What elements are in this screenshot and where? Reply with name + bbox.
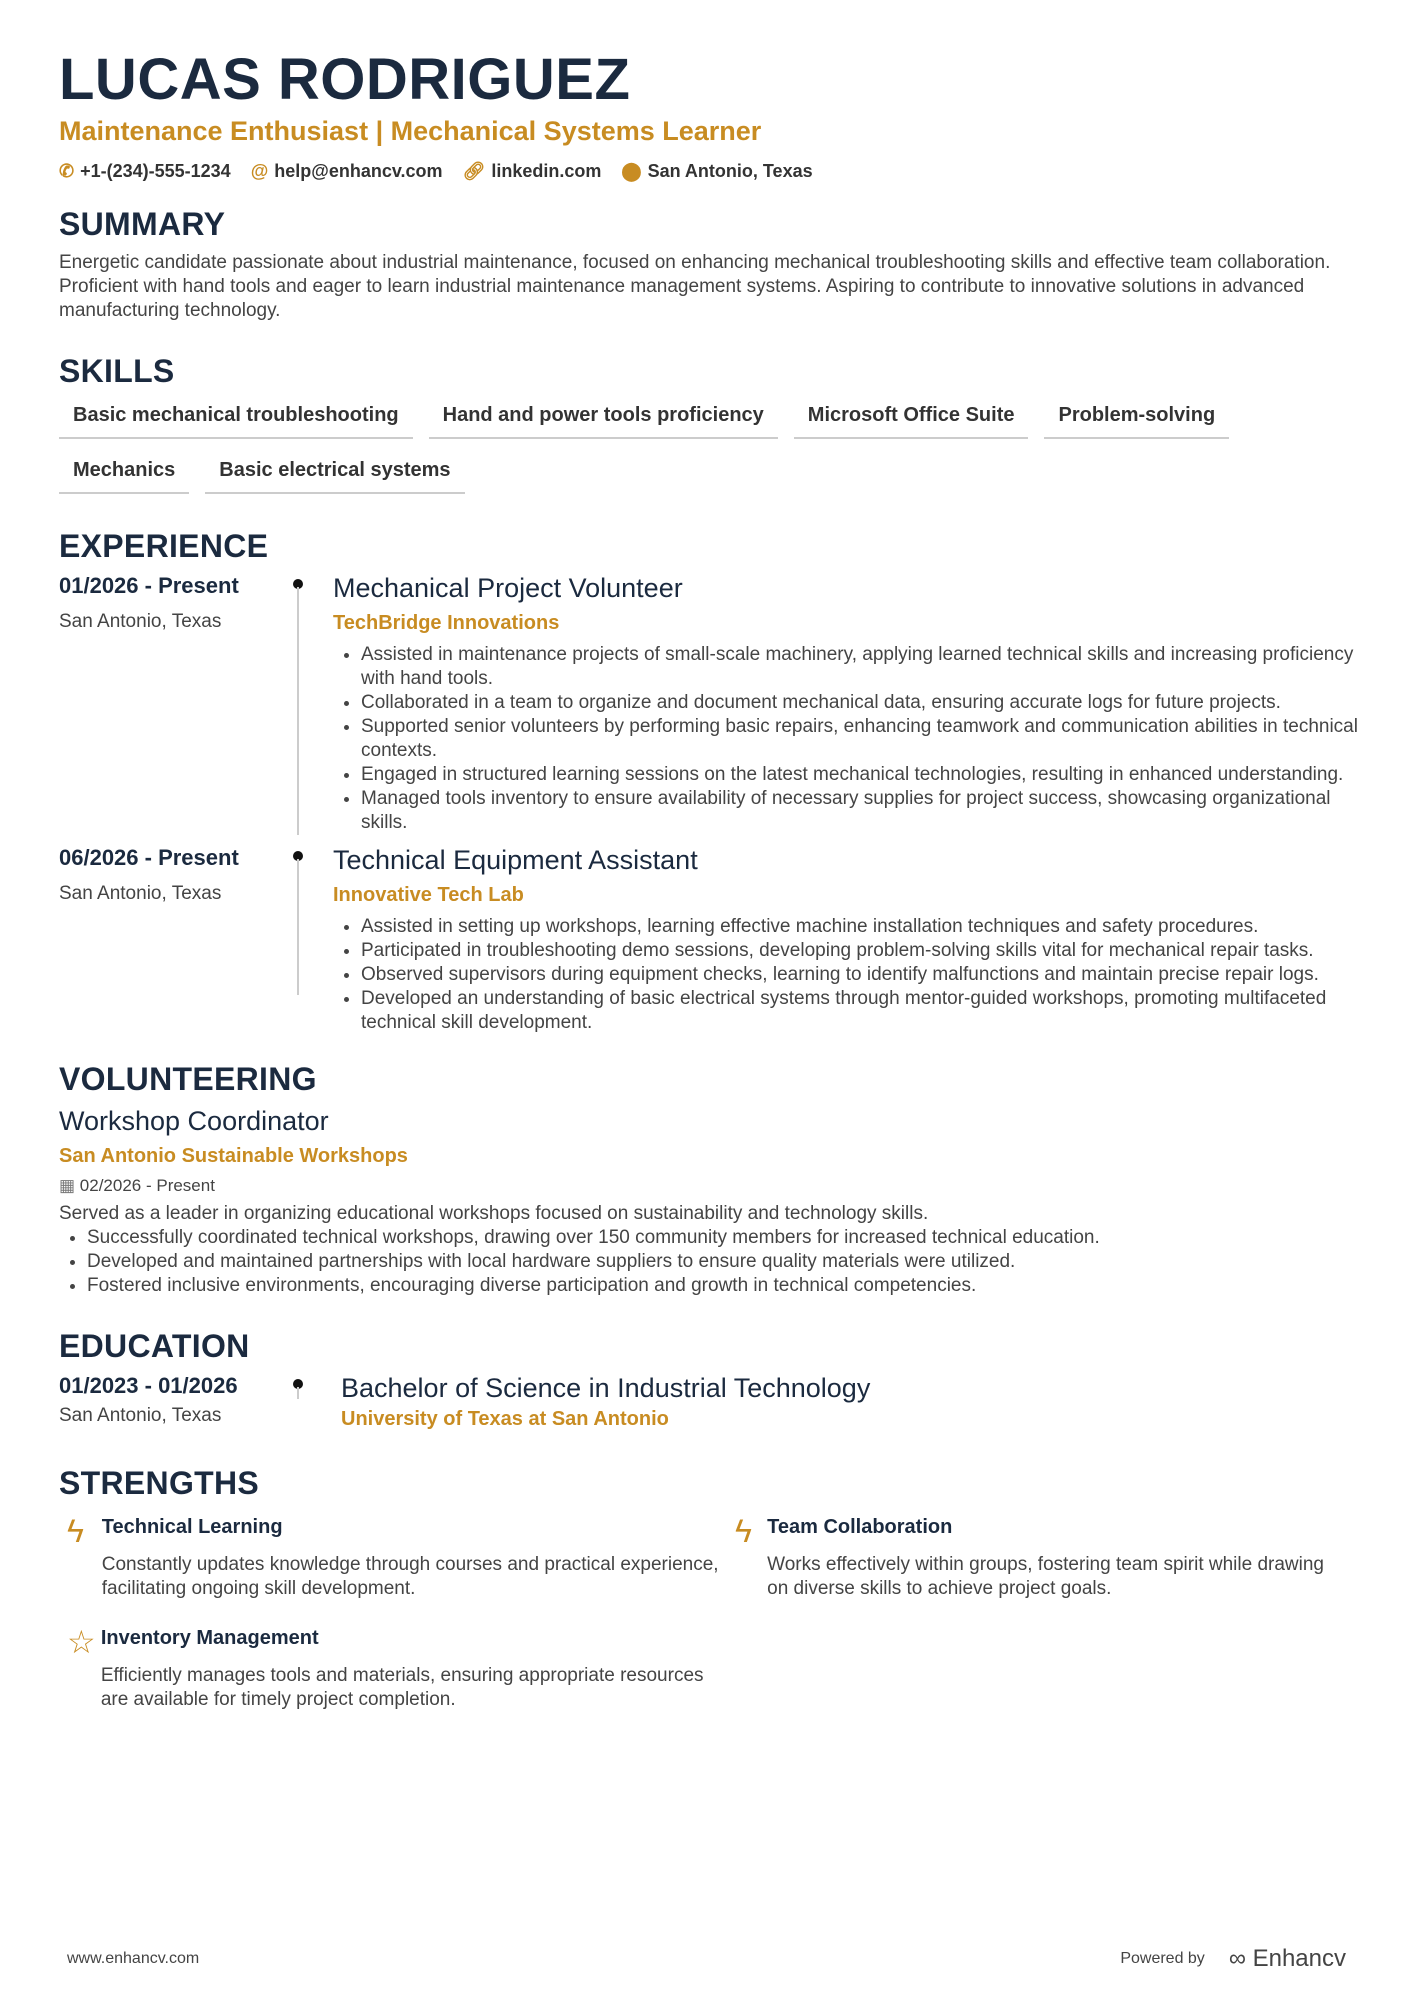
- bolt-icon: ϟ: [735, 1513, 752, 1549]
- exp-location: San Antonio, Texas: [59, 611, 222, 632]
- skills-heading: SKILLS: [59, 353, 175, 389]
- phone-icon: ✆: [59, 161, 75, 181]
- powered-by: Powered by: [1120, 1950, 1205, 1967]
- vol-role: Workshop Coordinator: [59, 1106, 329, 1136]
- exp-date: 06/2026 - Present: [59, 845, 239, 870]
- experience-item: [59, 845, 1359, 1035]
- bullet: • Collaborated in a team to organize and document mechanical data, ensuring accurate logs for future projects.: [361, 691, 1359, 715]
- bullet: • Observed supervisors during equipment checks, learning to identify malfunctions and maintain precise repair logs.: [361, 963, 1359, 987]
- edu-location: San Antonio, Texas: [59, 1405, 222, 1426]
- exp-bullets: [333, 643, 1359, 835]
- bullet: • Developed and maintained partnerships with local hardware suppliers to ensure quality materials were utilized.: [87, 1250, 1359, 1274]
- brand-name: Enhancv: [1252, 1945, 1346, 1972]
- bullet: • Managed tools inventory to ensure availability of necessary supplies for project success, showcasing organizational skills.: [361, 787, 1359, 835]
- exp-location: San Antonio, Texas: [59, 883, 222, 904]
- bolt-icon: ϟ: [67, 1513, 84, 1549]
- strength-item: [727, 1513, 1327, 1601]
- strengths-heading: STRENGTHS: [59, 1465, 260, 1501]
- at-icon: @: [250, 161, 269, 181]
- skill-tag: Basic electrical systems: [205, 453, 464, 494]
- skills-list: [59, 398, 1359, 494]
- strength-text: Works effectively within groups, fostering team spirit while drawing on diverse skills to achieve project goals.: [767, 1554, 1324, 1599]
- strength-item: [59, 1513, 727, 1601]
- skill-tag: Microsoft Office Suite: [794, 398, 1029, 439]
- summary-heading: SUMMARY: [59, 206, 226, 242]
- bullet: • Supported senior volunteers by performing basic repairs, enhancing teamwork and communication abilities in technical contexts.: [361, 715, 1359, 763]
- bullet: • Developed an understanding of basic electrical systems through mentor-guided workshops, promoting multifaceted technical skill development.: [361, 987, 1359, 1035]
- experience-item: [59, 573, 1359, 835]
- vol-org: San Antonio Sustainable Workshops: [59, 1145, 408, 1167]
- link-icon: 🔗︎: [462, 161, 486, 181]
- resume: [59, 48, 1359, 1712]
- bullet: • Assisted in setting up workshops, learning effective machine installation techniques and safety procedures.: [361, 915, 1359, 939]
- strength-item: [59, 1624, 727, 1712]
- footer: [67, 1945, 1346, 1973]
- strength-text: Efficiently manages tools and materials, ensuring appropriate resources are available for timely project completion.: [100, 1665, 704, 1710]
- email[interactable]: help@enhancv.com: [274, 161, 443, 181]
- skill-tag: Problem-solving: [1044, 398, 1229, 439]
- timeline: [289, 1373, 341, 1439]
- footer-site[interactable]: www.enhancv.com: [67, 1950, 200, 1967]
- strength-title: Technical Learning: [101, 1516, 283, 1538]
- education-heading: EDUCATION: [59, 1328, 250, 1364]
- volunteering-heading: VOLUNTEERING: [59, 1061, 317, 1097]
- exp-bullets: [333, 915, 1359, 1035]
- candidate-name: LUCAS RODRIGUEZ: [59, 47, 631, 112]
- strength-title: Team Collaboration: [767, 1516, 953, 1538]
- bullet: • Engaged in structured learning sessions on the latest mechanical technologies, resulting in enhanced understanding.: [361, 763, 1359, 787]
- edu-degree: Bachelor of Science in Industrial Technology: [341, 1373, 871, 1403]
- calendar-icon: ▦: [59, 1176, 80, 1195]
- linkedin[interactable]: linkedin.com: [491, 161, 602, 181]
- exp-role: Technical Equipment Assistant: [333, 845, 698, 875]
- enhancv-logo-icon: ∞: [1228, 1945, 1253, 1972]
- vol-date: 02/2026 - Present: [79, 1176, 215, 1195]
- exp-date: 01/2026 - Present: [59, 573, 239, 598]
- education-item: [59, 1373, 1359, 1439]
- exp-company: TechBridge Innovations: [333, 612, 560, 634]
- exp-role: Mechanical Project Volunteer: [333, 573, 683, 603]
- vol-bullets: [59, 1226, 1359, 1298]
- location-icon: ⬤: [621, 161, 642, 181]
- exp-company: Innovative Tech Lab: [333, 884, 524, 906]
- phone: +1-(234)-555-1234: [80, 161, 231, 181]
- skill-tag: Basic mechanical troubleshooting: [59, 398, 413, 439]
- edu-date: 01/2023 - 01/2026: [59, 1373, 238, 1398]
- vol-desc: Served as a leader in organizing educational workshops focused on sustainability and technology skills.: [59, 1203, 929, 1224]
- experience-heading: EXPERIENCE: [59, 528, 269, 564]
- bullet: • Successfully coordinated technical workshops, drawing over 150 community members for increased technical education.: [87, 1226, 1359, 1250]
- skill-tag: Hand and power tools proficiency: [429, 398, 778, 439]
- skill-tag: Mechanics: [59, 453, 189, 494]
- timeline: [289, 845, 333, 1035]
- candidate-title: Maintenance Enthusiast | Mechanical Systems Learner: [59, 116, 762, 146]
- location: San Antonio, Texas: [647, 161, 813, 181]
- bullet: • Fostered inclusive environments, encouraging diverse participation and growth in technical competencies.: [87, 1274, 1359, 1298]
- edu-school: University of Texas at San Antonio: [341, 1408, 669, 1430]
- strength-title: Inventory Management: [100, 1627, 319, 1649]
- bullet: • Assisted in maintenance projects of small-scale machinery, applying learned technical skills and increasing proficiency with hand tools.: [361, 643, 1359, 691]
- bullet: • Participated in troubleshooting demo sessions, developing problem-solving skills vital for mechanical repair tasks.: [361, 939, 1359, 963]
- summary-text: Energetic candidate passionate about industrial maintenance, focused on enhancing mechanical troubleshooting skills and effective team collaboration. Proficient with hand tools and eager to learn industrial maintenance management systems. Aspiring to contribute to innovative solutions in advanced manufacturing technology.: [59, 252, 1331, 321]
- strength-text: Constantly updates knowledge through courses and practical experience, facilitating ongoing skill development.: [101, 1554, 719, 1599]
- contact-row: [59, 161, 1359, 182]
- timeline: [289, 573, 333, 835]
- star-icon: ☆: [67, 1624, 96, 1660]
- strengths-list: [59, 1513, 1359, 1712]
